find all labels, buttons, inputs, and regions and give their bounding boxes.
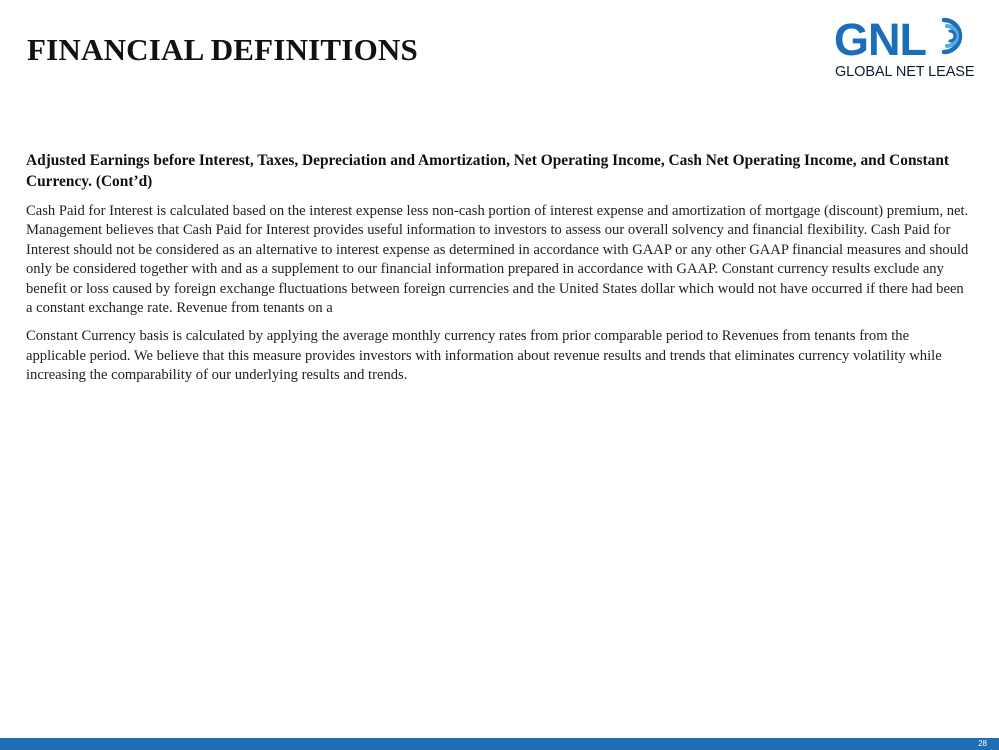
footer-bar: [0, 738, 999, 750]
logo-company-name: GLOBAL NET LEASE: [835, 64, 975, 80]
page-title: FINANCIAL DEFINITIONS: [27, 32, 418, 67]
gnl-logo: [834, 14, 984, 84]
page-number: 28: [978, 739, 987, 748]
paragraph-constant-currency: Constant Currency basis is calculated by applying the average monthly currency rates from prior comparable period to Revenues from tenants from the applicable period. We believe that this measure provides investors with information about revenue results and trends that eliminates currency volatility while increasing the comparability of our underlying results and trends.: [26, 328, 942, 384]
gnl-logo-mark: [834, 14, 984, 64]
gnl-logo-letters: GNL: [834, 14, 926, 64]
definitions-content: [26, 150, 970, 395]
section-heading: Adjusted Earnings before Interest, Taxes, Depreciation and Amortization, Net Operating Income, Cash Net Operating Income, and Constant Currency. (Cont’d): [26, 152, 950, 190]
paragraph-cash-paid-for-interest: Cash Paid for Interest is calculated based on the interest expense less non-cash portion of interest expense and amortization of mortgage (discount) premium, net. Management believes that Cash Paid for Interest provides useful information to investors to assess our overall solvency and financial flexibility. Cash Paid for Interest should not be considered as an alternative to interest expense as determined in accordance with GAAP or any other GAAP financial measures and should only be considered together with and as a supplement to our financial information prepared in accordance with GAAP. Constant currency results exclude any benefit or loss caused by foreign exchange fluctuations between foreign currencies and the United States dollar which would not have occurred if there had been a constant exchange rate. Revenue from tenants on a: [26, 203, 969, 317]
swirl-icon: [944, 20, 960, 52]
